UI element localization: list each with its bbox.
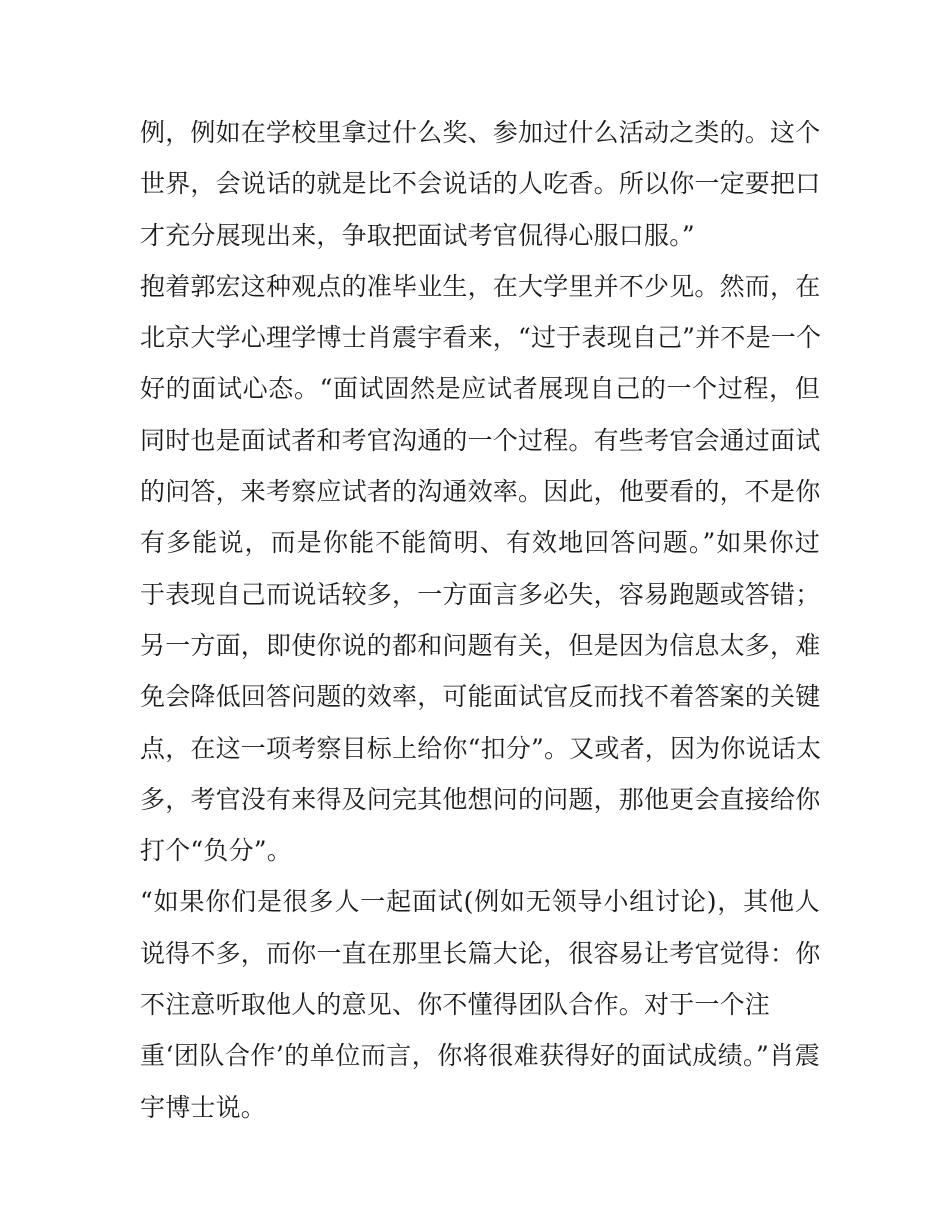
text-line: 宇博士说。: [140, 1092, 267, 1122]
text-line: 于表现自己而说话较多，一方面言多必失，容易跑题或答错；: [140, 579, 821, 609]
text-line: 免会降低回答问题的效率，可能面试官反而找不着答案的关键: [140, 682, 821, 712]
text-line: 有多能说，而是你能不能简明、有效地回答问题。”如果你过: [140, 528, 820, 558]
text-line: 打个“负分”。: [140, 836, 292, 866]
text-line: 多，考官没有来得及问完其他想问的问题，那他更会直接给你: [140, 784, 821, 814]
text-line: 才充分展现出来，争取把面试考官侃得心服口服。”: [140, 220, 695, 250]
text-line: 点，在这一项考察目标上给你“扣分”。又或者，因为你说话太: [140, 733, 822, 763]
text-line: “如果你们是很多人一起面试(例如无领导小组讨论)，其他人: [140, 887, 820, 917]
text-line: 的问答，来考察应试者的沟通效率。因此，他要看的，不是你: [140, 477, 821, 507]
text-line: 好的面试心态。“面试固然是应试者展现自己的一个过程，但: [140, 374, 820, 404]
text-line: 例，例如在学校里拿过什么奖、参加过什么活动之类的。这个: [140, 118, 821, 147]
text-line: 重‘团队合作’的单位而言，你将很难获得好的面试成绩。”肖震: [140, 1041, 820, 1071]
text-line: 另一方面，即使你说的都和问题有关，但是因为信息太多，难: [140, 630, 821, 660]
text-line: 不注意听取他人的意见、你不懂得团队合作。对于一个注: [140, 990, 771, 1020]
text-line: 同时也是面试者和考官沟通的一个过程。有些考官会通过面试: [140, 425, 821, 455]
text-line: 世界，会说话的就是比不会说话的人吃香。所以你一定要把口: [140, 169, 821, 199]
text-line: 说得不多，而你一直在那里长篇大论，很容易让考官觉得：你: [140, 938, 821, 968]
body-text: [140, 107, 820, 1133]
text-line: 抱着郭宏这种观点的准毕业生，在大学里并不少见。然而，在: [140, 271, 821, 301]
text-line: 北京大学心理学博士肖震宇看来，“过于表现自己”并不是一个: [140, 323, 822, 353]
